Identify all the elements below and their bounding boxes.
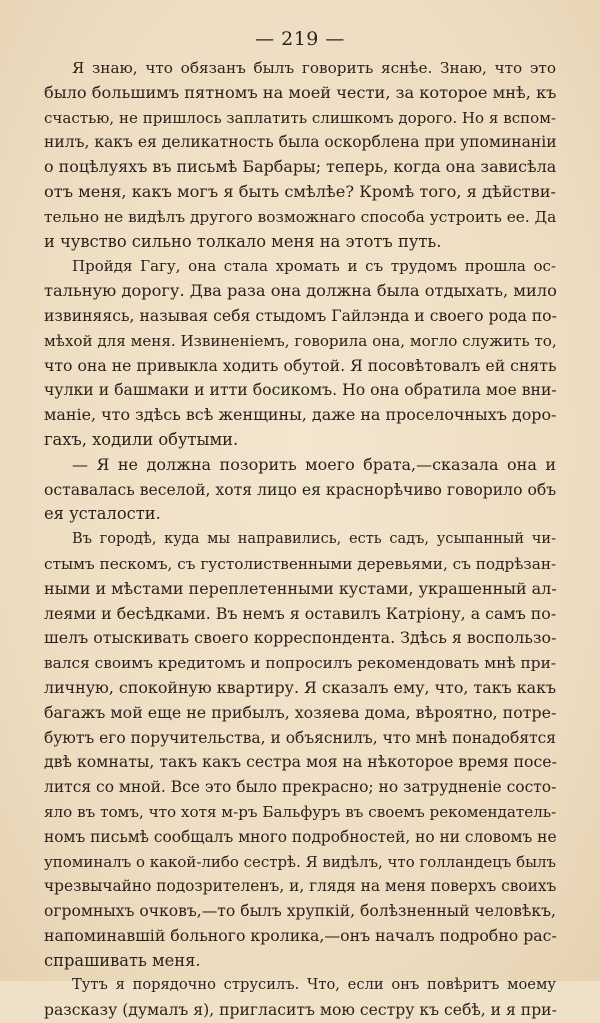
- text-line: напоминавшiй больного кролика,—онъ началъ подробно рас-: [44, 925, 557, 945]
- text-line: нилъ, какъ ея деликатность была оскорблена при упоминанiи: [44, 133, 557, 152]
- text-line: оставалась веселой, хотя лицо ея краснорѣчиво говорило объ: [44, 479, 557, 499]
- text-line: счастью, не пришлось заплатить слишкомъ дорого. Но я вспом-: [44, 108, 556, 127]
- text-line: манiе, что здѣсь всѣ женщины, даже на проселочныхъ доро-: [44, 405, 557, 425]
- body-text: [44, 56, 556, 1023]
- text-line: Я знаю, что обязанъ былъ говорить яснѣе. Знаю, что это: [72, 59, 556, 77]
- text-line: огромныхъ очковъ,—то былъ хрупкiй, болѣзненный человѣкъ,: [44, 902, 556, 921]
- text-line: извиняясь, называя себя стыдомъ Гайлэнда и своего рода по-: [44, 305, 557, 325]
- text-line: тельно не видѣлъ другого возможнаго способа устроить ее. Да: [44, 207, 557, 226]
- paragraph-3: [44, 453, 556, 527]
- text-line: леями и бесѣдками. Въ немъ я оставилъ Катрiону, а самъ по-: [44, 603, 557, 623]
- paragraph-1: [44, 56, 556, 254]
- text-line: мѣхой для меня. Извиненiемъ, говорила она, могло служить то,: [44, 331, 557, 350]
- text-line: двѣ комнаты, такъ какъ сестра моя на нѣкоторое время посе-: [44, 752, 557, 772]
- text-line: багажъ мой еще не прибылъ, хозяева дома, вѣроятно, потре-: [44, 702, 557, 722]
- text-line: шелъ отыскивать своего корреспондента. Здѣсь я воспользо-: [44, 628, 557, 648]
- paragraph-4: [44, 527, 556, 973]
- text-line: ными и мѣстами переплетенными кустами, украшенный ал-: [44, 578, 557, 598]
- text-line: разсказу (думалъ я), пригласитъ мою сестру къ себѣ, и я при-: [44, 1001, 557, 1020]
- text-line: Въ городѣ, куда мы направились, есть садъ, усыпанный чи-: [72, 530, 556, 548]
- text-line: Тутъ я порядочно струсилъ. Что, если онъ повѣритъ моему: [72, 976, 556, 994]
- text-line: лится со мной. Все это было прекрасно; но затрудненiе состо-: [44, 778, 557, 797]
- text-line: ея усталости.: [44, 504, 161, 524]
- text-line: личную, спокойную квартиру. Я сказалъ ему, что, такъ какъ: [44, 677, 557, 697]
- page-number: — 219 —: [255, 28, 345, 50]
- text-line: упоминалъ о какой-либо сестрѣ. Я видѣлъ, что голландецъ былъ: [44, 852, 557, 871]
- text-line: спрашивать меня.: [44, 950, 201, 970]
- text-line: вался своимъ кредитомъ и попросилъ рекомендовать мнѣ при-: [44, 654, 556, 673]
- text-line: чулки и башмаки и итти босикомъ. Но она обратила мое вни-: [44, 380, 557, 400]
- text-line: тальную дорогу. Два раза она должна была отдыхать, мило: [44, 281, 557, 301]
- text-line: яло въ томъ, что хотя м-ръ Бальфуръ въ своемъ рекомендатель-: [44, 802, 557, 821]
- text-line: что она не привыкла ходить обутой. Я посовѣтовалъ ей снять: [44, 355, 557, 375]
- text-line: отъ меня, какъ могъ я быть смѣлѣе? Кромѣ того, я дѣйстви-: [44, 181, 556, 201]
- text-line: и чувство сильно толкало меня на этотъ путь.: [44, 231, 442, 251]
- text-line: было большимъ пятномъ на моей чести, за которое мнѣ, къ: [44, 82, 557, 102]
- text-line: стымъ пескомъ, съ густолиственными деревьями, съ подрѣзан-: [44, 554, 557, 573]
- text-line: гахъ, ходили обутыми.: [44, 429, 239, 449]
- text-line: — Я не должна позорить моего брата,—сказала она и: [72, 454, 556, 474]
- text-line: о поцѣлуяхъ въ письмѣ Барбары; теперь, когда она зависѣла: [44, 157, 557, 177]
- text-line: Пройдя Гагу, она стала хромать и съ трудомъ прошла ос-: [72, 257, 556, 276]
- paragraph-2: [44, 254, 556, 452]
- text-line: буютъ его поручительства, и объяснилъ, что мнѣ понадобятся: [44, 728, 556, 747]
- text-line: чрезвычайно подозрителенъ, и, глядя на меня поверхъ своихъ: [44, 877, 557, 896]
- text-line: номъ письмѣ сообщалъ много подробностей, но ни словомъ не: [44, 827, 557, 846]
